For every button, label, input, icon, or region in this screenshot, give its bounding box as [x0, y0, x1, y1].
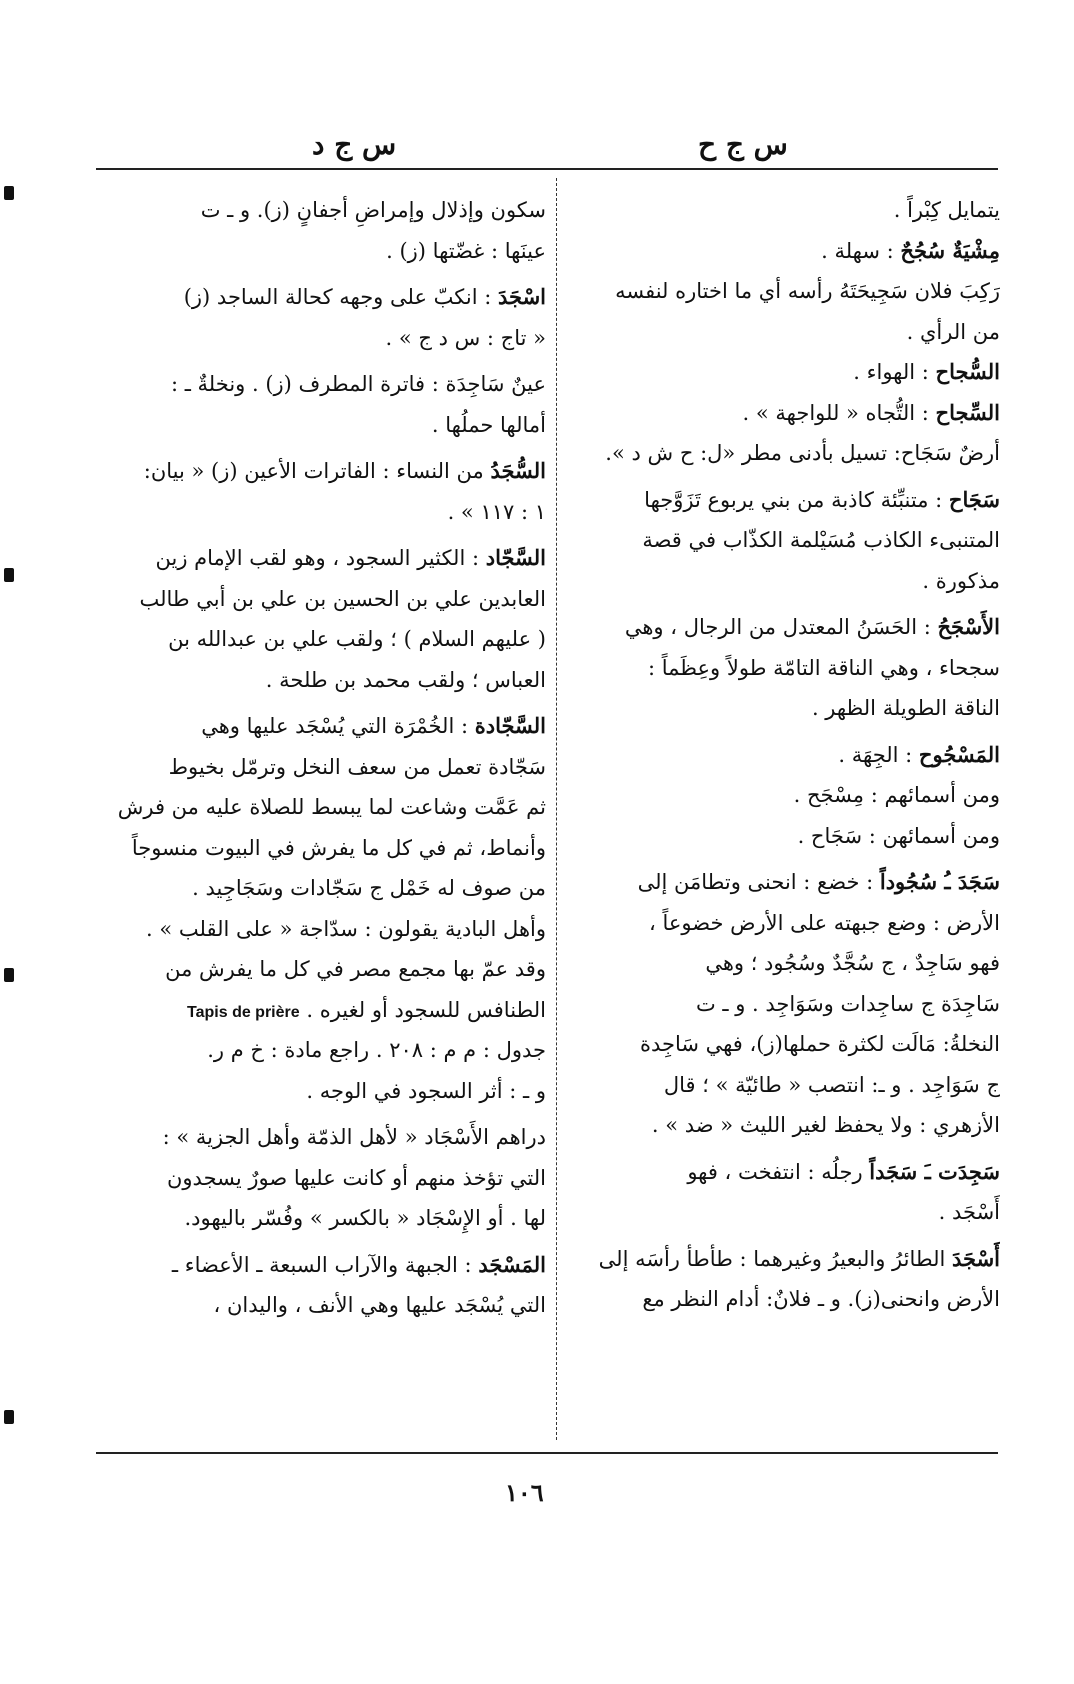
text-line [568, 1192, 1000, 1233]
text-line [106, 1245, 546, 1286]
headword: مِشْيَةٌ سُجُحٌ [900, 237, 1000, 263]
line-text: : الخُمْرَة التي يُسْجَد عليها وهي [201, 714, 475, 738]
line-text: فهو سَاجِدٌ ، ج سُجَّدٌ وسُجُود ؛ وهي [705, 951, 1000, 975]
line-text: رَكِبَ فلان سَجِيحَتَهُ رأسه أي ما اختاره لنفسه [615, 279, 1000, 303]
line-text: وأهل البادية يقولون : سدّاجة « على القلب » . [146, 916, 546, 941]
text-line [568, 688, 1000, 729]
line-text: دراهم الأَسْجَاد « لأهل الذمّة وأهل الجزية » : [162, 1125, 546, 1149]
line-text: الطنافس للسجود أو لغيره . [306, 997, 546, 1022]
line-text: سكون وإذلال وإمراضِ أجفانٍ (ز). و ـ ت [200, 198, 546, 222]
text-line [568, 1239, 1000, 1280]
text-line [568, 1024, 1000, 1065]
text-line [106, 1117, 546, 1158]
text-line [106, 909, 546, 950]
text-line [568, 862, 1000, 903]
text-line [106, 318, 546, 359]
line-text: ومن أسمائهم : مِسْجَح . [793, 783, 1000, 807]
line-text: عينَها : غضّتها (ز) . [386, 238, 546, 263]
line-text: : الجِهَة . [838, 742, 919, 767]
right-column-root-header: س ج ح [698, 128, 788, 161]
text-line [568, 735, 1000, 776]
line-text: : الكثير السجود ، وهو لقب الإمام زين [155, 546, 486, 570]
right-column [568, 190, 1000, 1320]
line-text: عينٌ سَاجِدَة : فاترة المطرف (ز) . ونخلةٌ ـ : [170, 372, 546, 396]
line-text: يتمايل كِبْراً . [893, 198, 1000, 222]
line-text: لها . أو الإِسْجَاد « بالكسر » وفُسّر باليهود. [184, 1206, 546, 1230]
line-text: الأرض وانحنى(ز). و ـ فلانٌ: أدام النظر مع [642, 1287, 1000, 1311]
line-text: : الجبهة والآراب السبعة ـ الأعضاء ـ [171, 1252, 479, 1277]
text-line [106, 231, 546, 272]
line-text: ١ : ١١٧ » . [447, 499, 546, 524]
text-line [568, 480, 1000, 521]
line-text: : سهلة . [821, 238, 901, 263]
headword: أَسْجَدَ [951, 1245, 1000, 1271]
line-text: « تاج : س د ج » . [385, 325, 546, 350]
line-text: الأزهري : ولا يحفظ لغير الليث « ضد » . [651, 1113, 1000, 1137]
text-line [106, 405, 546, 446]
text-line [568, 190, 1000, 231]
line-text: : انكبّ على وجهه كحالة الساجد (ز) [183, 285, 498, 309]
line-text: التي يُسْجَد عليها وهي الأنف ، واليدان ، [213, 1293, 546, 1317]
column-divider [556, 178, 557, 1440]
line-text: التي تؤخذ منهم أو كانت عليها صورٌ يسجدون [166, 1165, 546, 1190]
scan-margin-mark [4, 1410, 14, 1424]
headword: سَجَاح [948, 486, 1000, 512]
line-text: العابدين علي بن الحسين بن علي بن أبي طالب [139, 586, 546, 611]
left-column [106, 190, 546, 1326]
line-text: المتنبىء الكاذب مُسَيْلمة الكذّاب في قصة [642, 528, 1000, 552]
text-line [106, 1030, 546, 1071]
line-text: ج سَوَاجِد . و ـ: انتصب « طائيّة » ؛ قال [663, 1072, 1000, 1097]
line-text: وقد عمّ بها مجمع مصر في كل ما يفرش من [165, 957, 546, 981]
line-text: أمالها حملُها . [431, 412, 546, 437]
bottom-rule [96, 1452, 998, 1454]
page-number: ١٠٦ [505, 1478, 544, 1507]
line-text: : متنبِّئة كاذبة من بني يربوع تَزَوَّجها [644, 487, 949, 512]
text-line [106, 492, 546, 533]
line-text: مذكورة . [922, 568, 1000, 593]
line-text: أرضٌ سَجَاح: تسيل بأدنى مطر «ل: ح ش د ». [605, 441, 1000, 465]
text-line [106, 706, 546, 747]
text-line [568, 607, 1000, 648]
text-line [568, 816, 1000, 857]
left-column-root-header: س ج د [312, 128, 397, 161]
line-text: رجلُه : انتفخت ، فهو [687, 1159, 870, 1184]
text-line [106, 1198, 546, 1239]
latin-gloss: Tapis de prière [187, 1003, 300, 1021]
line-text: جدول : م م : ٢٠٨ . راجع مادة : خ م ر. [207, 1038, 546, 1062]
text-line [568, 520, 1000, 561]
line-text: : الهواء . [853, 360, 936, 384]
text-line [568, 433, 1000, 474]
text-line [568, 271, 1000, 312]
text-line [568, 648, 1000, 689]
line-text: : خضع : انحنى وتطامَن إلى [637, 870, 880, 894]
text-line [106, 619, 546, 660]
headword: السُّجَدُ [490, 458, 546, 483]
line-text: العباس ؛ ولقب محمد بن طلحة . [265, 667, 546, 692]
headword: سَجَدَ ـُ سُجُوداً [879, 869, 1000, 894]
headword: السُّجاح [935, 359, 1000, 384]
line-text: : التُّجاه « للواجهة » . [742, 400, 936, 425]
top-rule [96, 168, 998, 170]
text-line [568, 775, 1000, 816]
text-line [106, 190, 546, 231]
headword: السَّجّادة [474, 713, 546, 738]
line-text: و ـ : أثر السجود في الوجه . [306, 1078, 546, 1103]
line-text: ( عليهم السلام ) ؛ ولقب علي بن عبدالله بن [168, 627, 546, 651]
line-text: الأرض : وضع جبهته على الأرض خضوعاً ، [649, 910, 1000, 935]
text-line [106, 451, 546, 492]
text-line [106, 868, 546, 909]
text-line [568, 903, 1000, 944]
scan-margin-mark [4, 568, 14, 582]
text-line [568, 561, 1000, 602]
text-line [106, 277, 546, 318]
text-line [568, 943, 1000, 984]
line-text: من النساء : الفاترات الأعين (ز) « بيان: [143, 459, 491, 483]
text-line [106, 949, 546, 990]
scan-margin-mark [4, 968, 14, 982]
text-line [106, 787, 546, 828]
line-text: سجحاء ، وهي الناقة التامّة طولاً وعِظَماً : [648, 655, 1000, 680]
line-text: النخلةُ: مَالَت لكثرة حملها(ز)، فهي سَاجِدة [639, 1032, 1000, 1056]
line-text: ثم عَمَّت وشاعت لما يبسط للصلاة عليه من فرش [117, 795, 546, 819]
headword: اسْجَدَ [497, 284, 546, 309]
text-line [568, 352, 1000, 393]
text-line [568, 231, 1000, 272]
headword: المَسْجَد [478, 1251, 546, 1277]
text-line [106, 1158, 546, 1199]
text-line [106, 828, 546, 869]
text-line [106, 747, 546, 788]
text-line [568, 393, 1000, 434]
line-text: سَجّادة تعمل من سعف النخل وترمّل بخيوط [168, 754, 546, 779]
line-text: سَاجِدَة ج ساجِدات وسَوَاجِد . و ـ ت [695, 991, 1000, 1016]
text-line [106, 364, 546, 405]
text-line [568, 1279, 1000, 1320]
text-line [568, 1152, 1000, 1193]
text-line [106, 1285, 546, 1326]
line-text: : الحَسَنُ المعتدل من الرجال ، وهي [624, 615, 938, 639]
line-text: ومن أسمائهن : سَجَاح . [797, 823, 1000, 848]
text-line [568, 1065, 1000, 1106]
headword: المَسْجُوح [918, 741, 1000, 767]
text-line [106, 990, 546, 1031]
line-text: وأنماط، ثم في كل ما يفرش في البيوت منسوجاً [131, 835, 546, 860]
line-text: من الرأي . [906, 319, 1000, 344]
line-text: الطائرُ والبعيرُ وغيرهما : طأطأ رأسَه إلى [598, 1246, 952, 1271]
headword: الأَسْجَحُ [937, 614, 1000, 639]
text-line [568, 1105, 1000, 1146]
text-line [568, 984, 1000, 1025]
text-line [106, 538, 546, 579]
text-line [106, 1071, 546, 1112]
line-text: أَسْجَد . [938, 1200, 1000, 1224]
headword: السِّجاح [935, 399, 1000, 425]
scan-margin-mark [4, 186, 14, 200]
text-line [106, 579, 546, 620]
line-text: الناقة الطويلة الظهر . [811, 696, 1000, 720]
headword: السَّجّاد [485, 545, 546, 570]
text-line [568, 312, 1000, 353]
text-line [106, 660, 546, 701]
headword: سَجِدَت ـَ سَجَداً [869, 1158, 1000, 1184]
line-text: من صوف له خَمْل ج سَجّادات وسَجَاجِيد . [192, 876, 546, 900]
